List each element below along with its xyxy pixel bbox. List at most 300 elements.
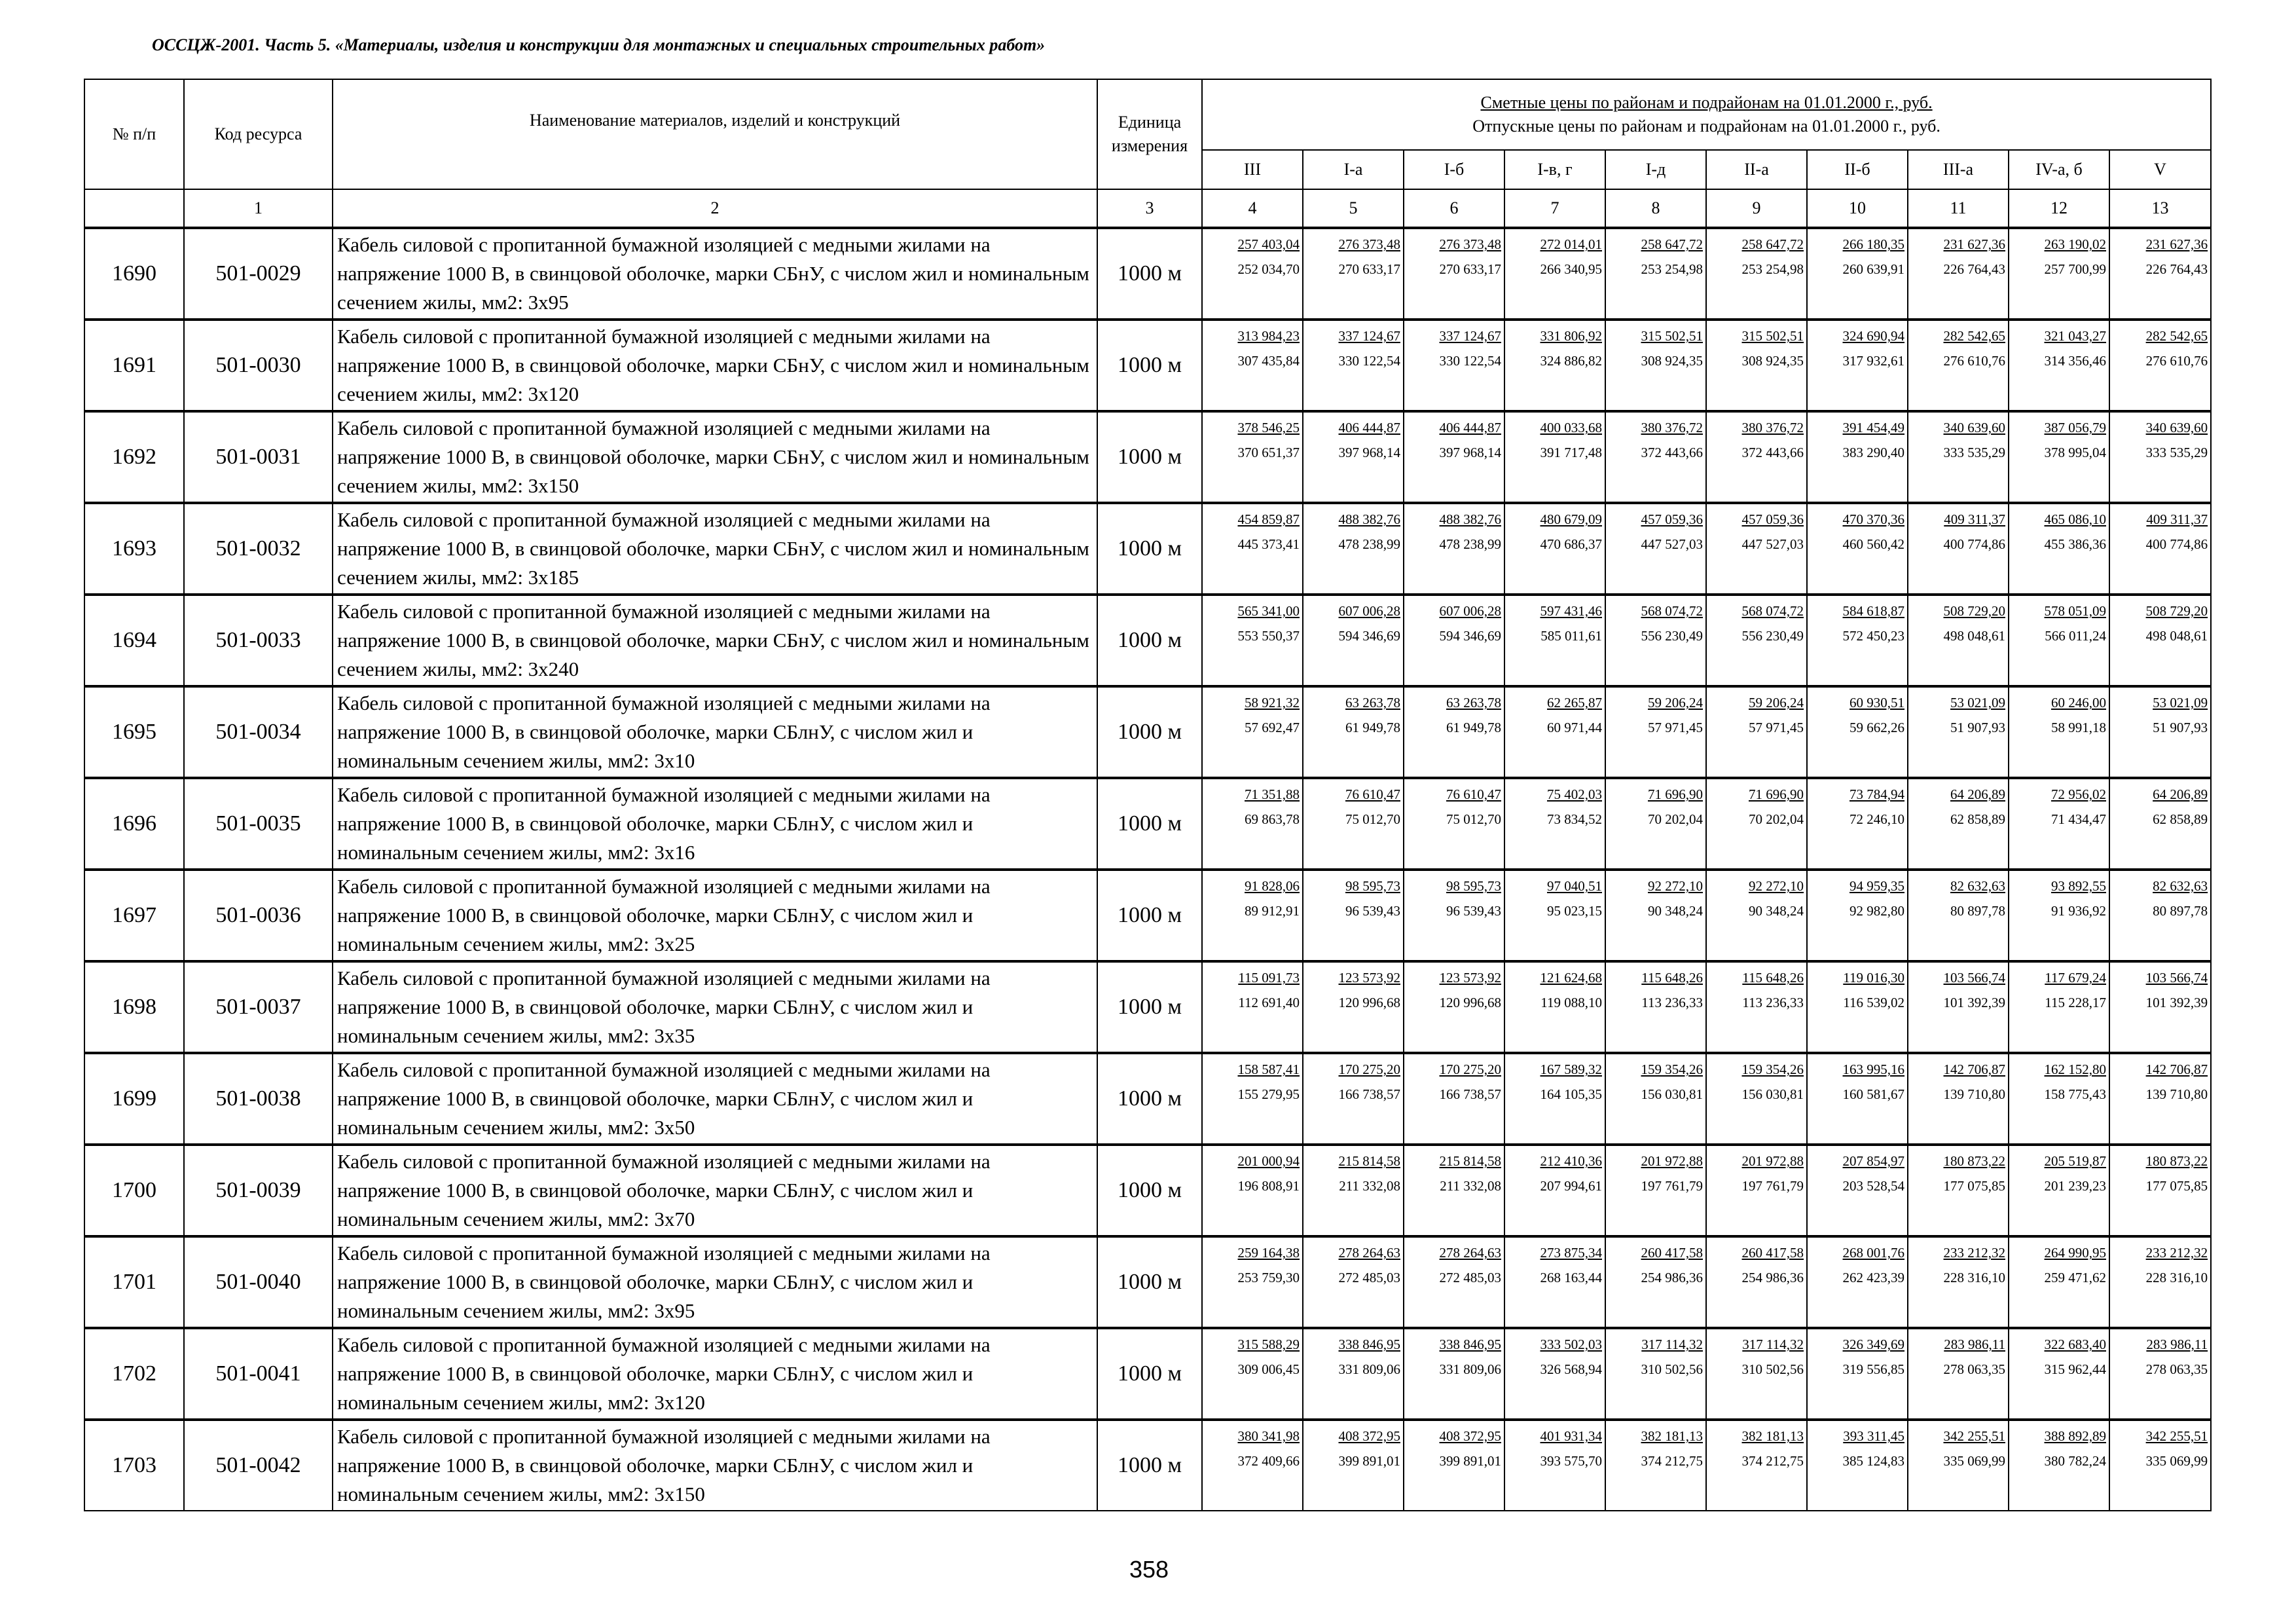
release-price: 266 340,95 [1540, 261, 1602, 277]
price-cell [1908, 778, 2009, 870]
unit: 1000 м [1097, 686, 1202, 778]
release-price: 455 386,36 [2044, 536, 2106, 552]
estimate-price: 258 647,72 [1641, 236, 1703, 252]
price-cell [1202, 1328, 1303, 1420]
estimate-price: 315 588,29 [1237, 1337, 1300, 1352]
estimate-price: 82 632,63 [2153, 878, 2208, 894]
price-cell [1504, 503, 1605, 595]
release-price: 498 048,61 [1943, 628, 2005, 644]
price-cell [2009, 1420, 2109, 1511]
estimate-price: 207 854,97 [1842, 1153, 1904, 1169]
release-price: 330 122,54 [1338, 353, 1400, 369]
price-cell [1404, 778, 1504, 870]
estimate-price: 578 051,09 [2044, 603, 2106, 619]
unit: 1000 м [1097, 1236, 1202, 1328]
estimate-price: 258 647,72 [1741, 236, 1804, 252]
release-price: 120 996,68 [1338, 995, 1400, 1010]
price-cell [1303, 686, 1404, 778]
resource-code: 501-0037 [184, 961, 333, 1053]
price-cell [1202, 503, 1303, 595]
document-title: ОССЦЖ-2001. Часть 5. «Материалы, изделия и конструкции для монтажных и специальных строительных работ» [152, 35, 1046, 54]
release-price: 498 048,61 [2145, 628, 2208, 644]
price-cell [1807, 686, 1908, 778]
estimate-price: 263 190,02 [2044, 236, 2106, 252]
release-price: 59 662,26 [1850, 720, 1904, 735]
estimate-price: 58 921,32 [1245, 695, 1300, 710]
release-price: 397 968,14 [1439, 445, 1501, 460]
estimate-price: 387 056,79 [2044, 420, 2106, 435]
release-price: 156 030,81 [1741, 1086, 1804, 1102]
material-name: Кабель силовой с пропитанной бумажной изоляцией с медными жилами на напряжение 1000 В, в свинцовой оболочке, марки СБлнУ, с числом жил и номинальным сечением жилы, мм2: 3х10 [333, 686, 1097, 778]
release-price: 254 986,36 [1741, 1270, 1804, 1285]
release-price: 197 761,79 [1641, 1178, 1703, 1194]
release-price: 324 886,82 [1540, 353, 1602, 369]
release-price: 115 228,17 [2045, 995, 2106, 1010]
price-cell [1404, 1145, 1504, 1236]
price-cell [1303, 778, 1404, 870]
column-number: 10 [1807, 189, 1908, 228]
release-price: 270 633,17 [1338, 261, 1400, 277]
price-cell [1908, 1328, 2009, 1420]
region-header: I-в, г [1504, 150, 1605, 189]
price-cell [1202, 1145, 1303, 1236]
release-price: 226 764,43 [1943, 261, 2005, 277]
price-cell [1202, 961, 1303, 1053]
resource-code: 501-0034 [184, 686, 333, 778]
estimate-price: 53 021,09 [1950, 695, 2005, 710]
price-cell [1504, 595, 1605, 686]
unit: 1000 м [1097, 1420, 1202, 1511]
release-price: 197 761,79 [1741, 1178, 1804, 1194]
release-price: 228 316,10 [1943, 1270, 2005, 1285]
release-price: 113 236,33 [1742, 995, 1804, 1010]
region-header: I-д [1605, 150, 1706, 189]
price-cell [1605, 1236, 1706, 1328]
release-price: 380 782,24 [2044, 1453, 2106, 1469]
price-cell [2009, 870, 2109, 961]
estimate-price: 273 875,34 [1540, 1245, 1602, 1261]
price-cell [1706, 686, 1807, 778]
header-unit: Единица измерения [1097, 79, 1202, 189]
release-price: 370 651,37 [1237, 445, 1300, 460]
estimate-price: 409 311,37 [2146, 511, 2208, 527]
estimate-price: 315 502,51 [1641, 328, 1703, 344]
release-price: 69 863,78 [1245, 811, 1300, 827]
release-price: 310 502,56 [1741, 1361, 1804, 1377]
resource-code: 501-0040 [184, 1236, 333, 1328]
release-price: 393 575,70 [1540, 1453, 1602, 1469]
header-prices-release: Отпускные цены по районам и подрайонам на 01.01.2000 г., руб. [1472, 117, 1941, 136]
estimate-price: 607 006,28 [1439, 603, 1501, 619]
price-cell [1504, 320, 1605, 411]
price-cell [1908, 1420, 2009, 1511]
release-price: 166 738,57 [1338, 1086, 1400, 1102]
column-number: 11 [1908, 189, 2009, 228]
material-name: Кабель силовой с пропитанной бумажной изоляцией с медными жилами на напряжение 1000 В, в свинцовой оболочке, марки СБнУ, с числом жил и номинальным сечением жилы, мм2: 3х150 [333, 411, 1097, 503]
price-cell [1202, 1053, 1303, 1145]
price-cell [1706, 320, 1807, 411]
release-price: 372 409,66 [1237, 1453, 1300, 1469]
estimate-price: 59 206,24 [1648, 695, 1703, 710]
estimate-price: 167 589,32 [1540, 1061, 1602, 1077]
estimate-price: 313 984,23 [1237, 328, 1300, 344]
price-cell [1605, 1420, 1706, 1511]
estimate-price: 92 272,10 [1749, 878, 1804, 894]
price-cell [1908, 1145, 2009, 1236]
estimate-price: 115 091,73 [1238, 970, 1300, 986]
release-price: 62 858,89 [2153, 811, 2208, 827]
estimate-price: 212 410,36 [1540, 1153, 1602, 1169]
price-cell [1807, 228, 1908, 320]
region-header: III-а [1908, 150, 2009, 189]
price-cell [1303, 320, 1404, 411]
release-price: 90 348,24 [1648, 903, 1703, 919]
release-price: 374 212,75 [1641, 1453, 1703, 1469]
estimate-price: 123 573,92 [1338, 970, 1400, 986]
price-cell [2109, 411, 2211, 503]
release-price: 80 897,78 [2153, 903, 2208, 919]
release-price: 253 759,30 [1237, 1270, 1300, 1285]
estimate-price: 406 444,87 [1338, 420, 1400, 435]
unit: 1000 м [1097, 228, 1202, 320]
column-number: 5 [1303, 189, 1404, 228]
estimate-price: 115 648,26 [1641, 970, 1703, 986]
estimate-price: 233 212,32 [2145, 1245, 2208, 1261]
estimate-price: 382 181,13 [1741, 1428, 1804, 1444]
release-price: 89 912,91 [1245, 903, 1300, 919]
price-cell [2009, 503, 2109, 595]
price-cell [1202, 686, 1303, 778]
release-price: 60 971,44 [1547, 720, 1602, 735]
release-price: 326 568,94 [1540, 1361, 1602, 1377]
release-price: 308 924,35 [1741, 353, 1804, 369]
region-header: I-б [1404, 150, 1504, 189]
price-cell [1404, 1053, 1504, 1145]
row-number: 1694 [84, 595, 184, 686]
estimate-price: 409 311,37 [1944, 511, 2005, 527]
release-price: 372 443,66 [1641, 445, 1703, 460]
material-name: Кабель силовой с пропитанной бумажной изоляцией с медными жилами на напряжение 1000 В, в свинцовой оболочке, марки СБнУ, с числом жил и номинальным сечением жилы, мм2: 3х185 [333, 503, 1097, 595]
price-cell [1908, 1236, 2009, 1328]
release-price: 391 717,48 [1540, 445, 1602, 460]
estimate-price: 607 006,28 [1338, 603, 1400, 619]
price-cell [1706, 961, 1807, 1053]
price-cell [2009, 411, 2109, 503]
estimate-price: 326 349,69 [1842, 1337, 1904, 1352]
release-price: 272 485,03 [1338, 1270, 1400, 1285]
release-price: 139 710,80 [1943, 1086, 2005, 1102]
release-price: 95 023,15 [1547, 903, 1602, 919]
price-cell [1303, 1053, 1404, 1145]
estimate-price: 391 454,49 [1842, 420, 1904, 435]
release-price: 310 502,56 [1641, 1361, 1703, 1377]
estimate-price: 488 382,76 [1338, 511, 1400, 527]
estimate-price: 201 972,88 [1641, 1153, 1703, 1169]
estimate-price: 98 595,73 [1446, 878, 1501, 894]
resource-code: 501-0036 [184, 870, 333, 961]
resource-code: 501-0035 [184, 778, 333, 870]
release-price: 61 949,78 [1446, 720, 1501, 735]
resource-code: 501-0039 [184, 1145, 333, 1236]
price-cell [2009, 228, 2109, 320]
price-cell [1303, 1328, 1404, 1420]
price-cell [1202, 228, 1303, 320]
estimate-price: 59 206,24 [1749, 695, 1804, 710]
price-cell [1908, 870, 2009, 961]
column-number: 4 [1202, 189, 1303, 228]
release-price: 270 633,17 [1439, 261, 1501, 277]
release-price: 309 006,45 [1237, 1361, 1300, 1377]
price-cell [2109, 1420, 2211, 1511]
estimate-price: 71 696,90 [1749, 786, 1804, 802]
price-cell [1706, 1053, 1807, 1145]
release-price: 378 995,04 [2044, 445, 2106, 460]
release-price: 262 423,39 [1842, 1270, 1904, 1285]
estimate-price: 568 074,72 [1641, 603, 1703, 619]
estimate-price: 162 152,80 [2044, 1061, 2106, 1077]
resource-code: 501-0041 [184, 1328, 333, 1420]
estimate-price: 488 382,76 [1439, 511, 1501, 527]
price-cell [1303, 1145, 1404, 1236]
estimate-price: 276 373,48 [1439, 236, 1501, 252]
estimate-price: 324 690,94 [1842, 328, 1904, 344]
column-number: 6 [1404, 189, 1504, 228]
estimate-price: 278 264,63 [1338, 1245, 1400, 1261]
estimate-price: 337 124,67 [1439, 328, 1501, 344]
price-cell [1605, 503, 1706, 595]
release-price: 177 075,85 [2145, 1178, 2208, 1194]
estimate-price: 380 376,72 [1641, 420, 1703, 435]
price-cell [2109, 870, 2211, 961]
price-cell [1504, 961, 1605, 1053]
price-cell [2109, 1053, 2211, 1145]
estimate-price: 393 311,45 [1843, 1428, 1904, 1444]
table-row [84, 1236, 2211, 1328]
release-price: 57 971,45 [1749, 720, 1804, 735]
release-price: 120 996,68 [1439, 995, 1501, 1010]
estimate-price: 340 639,60 [1943, 420, 2005, 435]
estimate-price: 568 074,72 [1741, 603, 1804, 619]
price-cell [2109, 1145, 2211, 1236]
table-row [84, 870, 2211, 961]
estimate-price: 103 566,74 [2145, 970, 2208, 986]
material-name: Кабель силовой с пропитанной бумажной изоляцией с медными жилами на напряжение 1000 В, в свинцовой оболочке, марки СБнУ, с числом жил и номинальным сечением жилы, мм2: 3х120 [333, 320, 1097, 411]
material-name: Кабель силовой с пропитанной бумажной изоляцией с медными жилами на напряжение 1000 В, в свинцовой оболочке, марки СБнУ, с числом жил и номинальным сечением жилы, мм2: 3х95 [333, 228, 1097, 320]
material-name: Кабель силовой с пропитанной бумажной изоляцией с медными жилами на напряжение 1000 В, в свинцовой оболочке, марки СБлнУ, с числом жил и номинальным сечением жилы, мм2: 3х150 [333, 1420, 1097, 1511]
price-cell [2109, 686, 2211, 778]
column-number-row [84, 189, 2211, 228]
price-cell [2109, 503, 2211, 595]
release-price: 211 332,08 [1440, 1178, 1501, 1194]
column-number: 3 [1097, 189, 1202, 228]
estimate-price: 268 001,76 [1842, 1245, 1904, 1261]
estimate-price: 565 341,00 [1237, 603, 1300, 619]
row-number: 1703 [84, 1420, 184, 1511]
unit: 1000 м [1097, 1053, 1202, 1145]
estimate-price: 98 595,73 [1345, 878, 1400, 894]
release-price: 226 764,43 [2145, 261, 2208, 277]
estimate-price: 283 986,11 [2146, 1337, 2208, 1352]
row-number: 1690 [84, 228, 184, 320]
release-price: 112 691,40 [1238, 995, 1300, 1010]
price-cell [1504, 1420, 1605, 1511]
release-price: 335 069,99 [1943, 1453, 2005, 1469]
release-price: 51 907,93 [1950, 720, 2005, 735]
estimate-price: 457 059,36 [1641, 511, 1703, 527]
table-row [84, 1420, 2211, 1511]
release-price: 257 700,99 [2044, 261, 2106, 277]
release-price: 57 692,47 [1245, 720, 1300, 735]
resource-code: 501-0042 [184, 1420, 333, 1511]
price-cell [1404, 411, 1504, 503]
release-price: 278 063,35 [1943, 1361, 2005, 1377]
release-price: 80 897,78 [1950, 903, 2005, 919]
release-price: 70 202,04 [1648, 811, 1703, 827]
estimate-price: 257 403,04 [1237, 236, 1300, 252]
price-cell [1605, 411, 1706, 503]
estimate-price: 97 040,51 [1547, 878, 1602, 894]
price-cell [1908, 961, 2009, 1053]
estimate-price: 117 679,24 [2045, 970, 2106, 986]
price-cell [1605, 870, 1706, 961]
table-row [84, 778, 2211, 870]
estimate-price: 276 373,48 [1338, 236, 1400, 252]
estimate-price: 115 648,26 [1742, 970, 1804, 986]
estimate-price: 63 263,78 [1345, 695, 1400, 710]
release-price: 158 775,43 [2044, 1086, 2106, 1102]
price-cell [1908, 320, 2009, 411]
release-price: 556 230,49 [1641, 628, 1703, 644]
estimate-price: 406 444,87 [1439, 420, 1501, 435]
header-prices [1202, 79, 2211, 150]
table-row [84, 1145, 2211, 1236]
release-price: 91 936,92 [2051, 903, 2106, 919]
column-number: 9 [1706, 189, 1807, 228]
release-price: 399 891,01 [1338, 1453, 1400, 1469]
estimate-price: 380 341,98 [1237, 1428, 1300, 1444]
price-cell [2109, 1236, 2211, 1328]
estimate-price: 266 180,35 [1842, 236, 1904, 252]
column-number: 1 [184, 189, 333, 228]
price-cell [2009, 1236, 2109, 1328]
table-row [84, 961, 2211, 1053]
table-row [84, 686, 2211, 778]
release-price: 203 528,54 [1842, 1178, 1904, 1194]
release-price: 319 556,85 [1842, 1361, 1904, 1377]
estimate-price: 94 959,35 [1850, 878, 1904, 894]
price-cell [1504, 1145, 1605, 1236]
estimate-price: 233 212,32 [1943, 1245, 2005, 1261]
table-row [84, 595, 2211, 686]
release-price: 374 212,75 [1741, 1453, 1804, 1469]
estimate-price: 378 546,25 [1237, 420, 1300, 435]
release-price: 90 348,24 [1749, 903, 1804, 919]
region-header: I-а [1303, 150, 1404, 189]
price-cell [1706, 778, 1807, 870]
price-cell [1605, 686, 1706, 778]
price-cell [1202, 411, 1303, 503]
release-price: 57 971,45 [1648, 720, 1703, 735]
estimate-price: 465 086,10 [2044, 511, 2106, 527]
release-price: 566 011,24 [2045, 628, 2106, 644]
release-price: 556 230,49 [1741, 628, 1804, 644]
price-cell [1202, 1236, 1303, 1328]
release-price: 116 539,02 [1843, 995, 1904, 1010]
estimate-price: 338 846,95 [1439, 1337, 1501, 1352]
estimate-price: 82 632,63 [1950, 878, 2005, 894]
price-cell [1908, 228, 2009, 320]
column-number: 13 [2109, 189, 2211, 228]
price-cell [2109, 778, 2211, 870]
estimate-price: 62 265,87 [1547, 695, 1602, 710]
row-number: 1699 [84, 1053, 184, 1145]
unit: 1000 м [1097, 778, 1202, 870]
estimate-price: 480 679,09 [1540, 511, 1602, 527]
material-name: Кабель силовой с пропитанной бумажной изоляцией с медными жилами на напряжение 1000 В, в свинцовой оболочке, марки СБлнУ, с числом жил и номинальным сечением жилы, мм2: 3х50 [333, 1053, 1097, 1145]
release-price: 331 809,06 [1338, 1361, 1400, 1377]
release-price: 333 535,29 [2145, 445, 2208, 460]
table-row [84, 1328, 2211, 1420]
release-price: 58 991,18 [2051, 720, 2106, 735]
table-row [84, 228, 2211, 320]
column-number: 7 [1504, 189, 1605, 228]
table-row [84, 1053, 2211, 1145]
material-name: Кабель силовой с пропитанной бумажной изоляцией с медными жилами на напряжение 1000 В, в свинцовой оболочке, марки СБнУ, с числом жил и номинальным сечением жилы, мм2: 3х240 [333, 595, 1097, 686]
price-cell [2009, 1145, 2109, 1236]
release-price: 96 539,43 [1345, 903, 1400, 919]
estimate-price: 231 627,36 [2145, 236, 2208, 252]
estimate-price: 93 892,55 [2051, 878, 2106, 894]
price-cell [1404, 686, 1504, 778]
release-price: 383 290,40 [1842, 445, 1904, 460]
estimate-price: 597 431,46 [1540, 603, 1602, 619]
estimate-price: 337 124,67 [1338, 328, 1400, 344]
estimate-price: 508 729,20 [2145, 603, 2208, 619]
release-price: 372 443,66 [1741, 445, 1804, 460]
row-number: 1693 [84, 503, 184, 595]
estimate-price: 338 846,95 [1338, 1337, 1400, 1352]
release-price: 156 030,81 [1641, 1086, 1703, 1102]
price-cell [1404, 503, 1504, 595]
release-price: 70 202,04 [1749, 811, 1804, 827]
material-name: Кабель силовой с пропитанной бумажной изоляцией с медными жилами на напряжение 1000 В, в свинцовой оболочке, марки СБлнУ, с числом жил и номинальным сечением жилы, мм2: 3х120 [333, 1328, 1097, 1420]
estimate-price: 401 931,34 [1540, 1428, 1602, 1444]
price-cell [1504, 686, 1605, 778]
estimate-price: 60 930,51 [1850, 695, 1904, 710]
release-price: 101 392,39 [1943, 995, 2005, 1010]
estimate-price: 163 995,16 [1842, 1061, 1904, 1077]
row-number: 1695 [84, 686, 184, 778]
release-price: 259 471,62 [2044, 1270, 2106, 1285]
estimate-price: 382 181,13 [1641, 1428, 1703, 1444]
price-cell [1404, 595, 1504, 686]
estimate-price: 158 587,41 [1237, 1061, 1300, 1077]
unit: 1000 м [1097, 1145, 1202, 1236]
release-price: 113 236,33 [1641, 995, 1703, 1010]
release-price: 101 392,39 [2145, 995, 2208, 1010]
price-cell [1202, 870, 1303, 961]
release-price: 252 034,70 [1237, 261, 1300, 277]
estimate-price: 92 272,10 [1648, 878, 1703, 894]
price-cell [1202, 1420, 1303, 1511]
estimate-price: 342 255,51 [2145, 1428, 2208, 1444]
estimate-price: 73 784,94 [1850, 786, 1904, 802]
region-header: II-а [1706, 150, 1807, 189]
estimate-price: 388 892,89 [2044, 1428, 2106, 1444]
price-cell [1605, 1053, 1706, 1145]
price-cell [1404, 1420, 1504, 1511]
resource-code: 501-0029 [184, 228, 333, 320]
